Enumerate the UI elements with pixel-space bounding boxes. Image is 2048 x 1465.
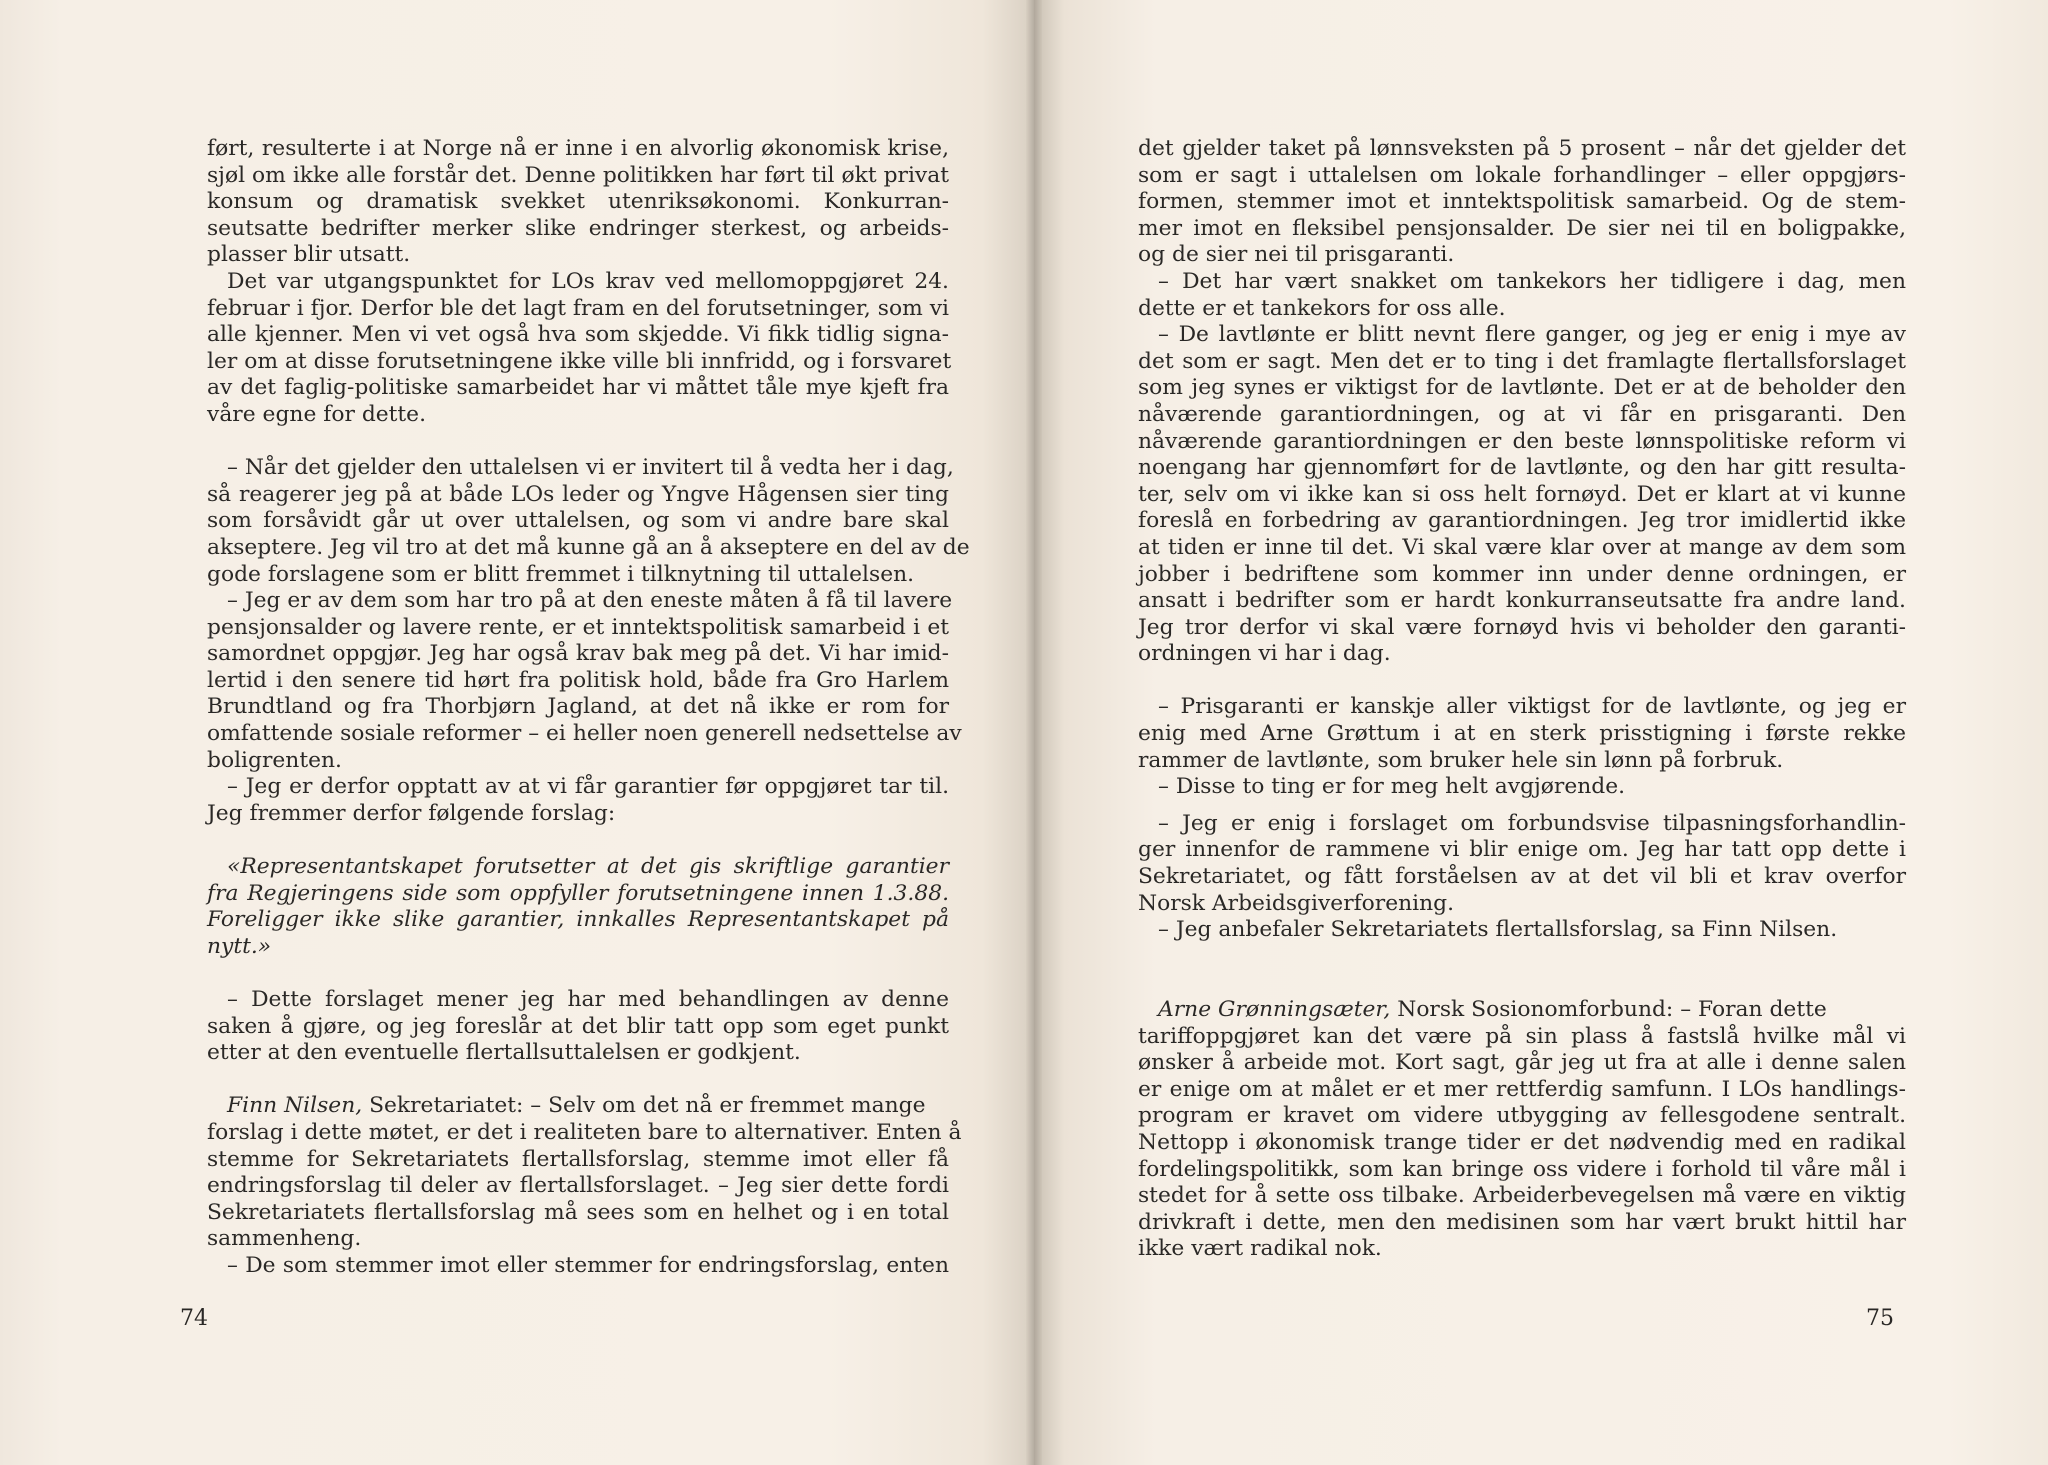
text-line: er enige om at målet er et mer rettferdig samfunn. I LOs handlings- (1138, 1076, 1906, 1102)
text-line: gode forslagene som er blitt fremmet i tilknytning til uttalelsen. (207, 561, 915, 587)
text-line: rammer de lavtlønte, som bruker hele sin lønn på forbruk. (1138, 747, 1784, 773)
text-line: – Prisgaranti er kanskje aller viktigst for de lavtlønte, og jeg er (1158, 694, 1906, 720)
text-line: som er sagt i uttalelsen om lokale forhandlinger – eller oppgjørs- (1138, 162, 1906, 188)
text-line: drivkraft i dette, men den medisinen som har vært brukt hittil har (1138, 1209, 1906, 1235)
text-line: enig med Arne Grøttum i at en sterk prisstigning i første rekke (1138, 721, 1906, 747)
text-line: februar i fjor. Derfor ble det lagt fram en del forutsetninger, som vi (207, 295, 949, 321)
text-line: formen, stemmer imot et inntektspolitisk samarbeid. Og de stem- (1138, 189, 1906, 215)
text-line: Norsk Arbeidsgiverforening. (1138, 890, 1455, 916)
text-line: noengang har gjennomført for de lavtlønte, og den har gitt resulta- (1138, 455, 1906, 481)
text-line: ter, selv om vi ikke kan si oss helt fornøyd. Det er klart at vi kunne (1138, 481, 1906, 507)
text-line: tariffoppgjøret kan det være på sin plass å fastslå hvilke mål vi (1138, 1023, 1906, 1049)
speaker-line (1138, 997, 1906, 1024)
text-line: jobber i bedriftene som kommer inn under denne ordningen, er (1138, 561, 1906, 587)
text-line: Sekretariatets flertallsforslag må sees som en helhet og i en total (207, 1199, 949, 1225)
speaker-name: Arne Grønningsæter, (1158, 997, 1391, 1022)
text-line: våre egne for dette. (207, 401, 427, 427)
quoted-proposal-line: «Representantskapet forutsetter at det gis skriftlige garantier (227, 854, 949, 880)
text-line: Jeg tror derfor vi skal være fornøyd hvis vi beholder den garanti- (1138, 614, 1906, 640)
text-line: – Jeg anbefaler Sekretariatets flertallsforslag, sa Finn Nilsen. (1158, 917, 1838, 943)
text-line: mer imot en fleksibel pensjonsalder. De sier nei til en boligpakke, (1138, 215, 1906, 241)
text-line: nåværende garantiordningen er den beste lønnspolitiske reform vi (1138, 428, 1906, 454)
page-number: 74 (180, 1306, 208, 1331)
text-line: program er kravet om videre utbygging av fellesgodene sentralt. (1138, 1103, 1906, 1129)
text-line: alle kjenner. Men vi vet også hva som skjedde. Vi fikk tidlig signa- (207, 322, 949, 348)
quoted-proposal-line: fra Regjeringens side som oppfyller forutsetningene innen 1.3.88. (207, 880, 949, 906)
text-line: ført, resulterte i at Norge nå er inne i en alvorlig økonomisk krise, (207, 136, 949, 161)
text-line: – Det har vært snakket om tankekors her tidligere i dag, men (1158, 268, 1906, 294)
text-line: akseptere. Jeg vil tro at det må kunne gå an å akseptere en del av de (207, 534, 970, 560)
text-line: – De lavtlønte er blitt nevnt flere ganger, og jeg er enig i mye av (1158, 322, 1906, 348)
text-line: endringsforslag til deler av flertallsforslaget. – Jeg sier dette fordi (207, 1173, 949, 1199)
text-line: pensjonsalder og lavere rente, er et inntektspolitisk samarbeid i et (207, 614, 949, 640)
left-page-body (207, 136, 970, 1280)
quoted-proposal-line: Foreligger ikke slike garantier, innkalles Representantskapet på (207, 907, 949, 933)
text-line: ler om at disse forutsetningene ikke ville bli innfridd, og i forsvaret (207, 348, 952, 374)
quoted-proposal-line: nytt.» (207, 933, 272, 959)
speaker-affiliation: Norsk Sosionomforbund: – Foran dette (1390, 997, 1827, 1022)
speaker-line (207, 1093, 949, 1120)
text-line: samordnet oppgjør. Jeg har også krav bak meg på det. Vi har imid- (207, 641, 949, 667)
speaker-affiliation: Sekretariatet: – Selv om det nå er fremmet mange (362, 1093, 926, 1119)
text-line: – De som stemmer imot eller stemmer for endringsforslag, enten (227, 1252, 949, 1278)
text-line: ønsker å arbeide mot. Kort sagt, går jeg ut fra at alle i denne salen (1138, 1050, 1906, 1076)
text-line: dette er et tankekors for oss alle. (1138, 295, 1506, 321)
text-line: det som er sagt. Men det er to ting i det framlagte flertallsforslaget (1138, 348, 1906, 374)
text-line: sammenheng. (207, 1226, 362, 1252)
text-line: forslag i dette møtet, er det i realiteten bare to alternativer. Enten å (207, 1119, 962, 1145)
text-line: som jeg synes er viktigst for de lavtlønte. Det er at de beholder den (1138, 375, 1906, 401)
text-line: – Jeg er av dem som har tro på at den eneste måten å få til lavere (227, 588, 953, 614)
text-line: nåværende garantiordningen, og at vi får en prisgaranti. Den (1138, 401, 1906, 427)
text-line: det gjelder taket på lønnsveksten på 5 prosent – når det gjelder det (1138, 136, 1906, 161)
text-line: ikke vært radikal nok. (1138, 1236, 1382, 1262)
text-line: omfattende sosiale reformer – ei heller noen generell nedsettelse av (207, 721, 962, 747)
text-line: som forsåvidt går ut over uttalelsen, og som vi andre bare skal (207, 508, 949, 534)
text-line: – Disse to ting er for meg helt avgjørende. (1158, 774, 1626, 800)
text-line: foreslå en forbedring av garantiordningen. Jeg tror imidlertid ikke (1138, 508, 1906, 534)
text-line: konsum og dramatisk svekket utenriksøkonomi. Konkurran- (207, 189, 949, 215)
text-line: at tiden er inne til det. Vi skal være klar over at mange av dem som (1138, 534, 1906, 560)
text-line: så reagerer jeg på at både LOs leder og Yngve Hågensen sier ting (207, 481, 949, 507)
text-line: av det faglig-politiske samarbeidet har vi måttet tåle mye kjeft fra (207, 375, 949, 401)
text-line: – Jeg er derfor opptatt av at vi får garantier før oppgjøret tar til. (227, 774, 949, 800)
text-line: etter at den eventuelle flertallsuttalelsen er godkjent. (207, 1040, 801, 1066)
text-line: boligrenten. (207, 747, 342, 773)
text-line: seutsatte bedrifter merker slike endringer sterkest, og arbeids- (207, 215, 949, 241)
right-page (1034, 0, 2048, 1465)
page-number: 75 (1866, 1306, 1894, 1331)
text-line: Brundtland og fra Thorbjørn Jagland, at det nå ikke er rom for (207, 694, 949, 720)
text-line: ger innenfor de rammene vi blir enige om. Jeg har tatt opp dette i (1138, 837, 1906, 863)
text-line: Sekretariatet, og fått forståelsen av at det vil bli et krav overfor (1138, 864, 1906, 890)
text-line: Nettopp i økonomisk trange tider er det nødvendig med en radikal (1138, 1129, 1906, 1155)
text-line: ansatt i bedrifter som er hardt konkurranseutsatte fra andre land. (1138, 588, 1906, 614)
text-line: og de sier nei til prisgaranti. (1138, 242, 1455, 268)
text-line: – Dette forslaget mener jeg har med behandlingen av denne (227, 987, 949, 1012)
text-line: plasser blir utsatt. (207, 242, 411, 268)
speaker-name: Finn Nilsen, (227, 1093, 363, 1119)
text-line: sjøl om ikke alle forstår det. Denne politikken har ført til økt privat (207, 162, 949, 188)
text-line: Det var utgangspunktet for LOs krav ved mellomoppgjøret 24. (227, 268, 949, 294)
book-gutter (1026, 0, 1042, 1465)
text-line: lertid i den senere tid hørt fra politisk hold, både fra Gro Harlem (207, 667, 949, 693)
text-line: stedet for å sette oss tilbake. Arbeiderbevegelsen må være en viktig (1138, 1183, 1906, 1209)
text-line: Jeg fremmer derfor følgende forslag: (207, 800, 616, 826)
text-line: stemme for Sekretariatets flertallsforslag, stemme imot eller få (207, 1146, 949, 1172)
right-page-body (1138, 136, 1906, 1263)
text-line: – Når det gjelder den uttalelsen vi er invitert til å vedta her i dag, (227, 455, 954, 481)
text-line: fordelingspolitikk, som kan bringe oss videre i forhold til våre mål i (1138, 1156, 1906, 1182)
text-line: saken å gjøre, og jeg foreslår at det blir tatt opp som eget punkt (207, 1013, 949, 1039)
text-line: – Jeg er enig i forslaget om forbundsvise tilpasningsforhandlin- (1158, 810, 1906, 836)
text-line: ordningen vi har i dag. (1138, 641, 1391, 667)
